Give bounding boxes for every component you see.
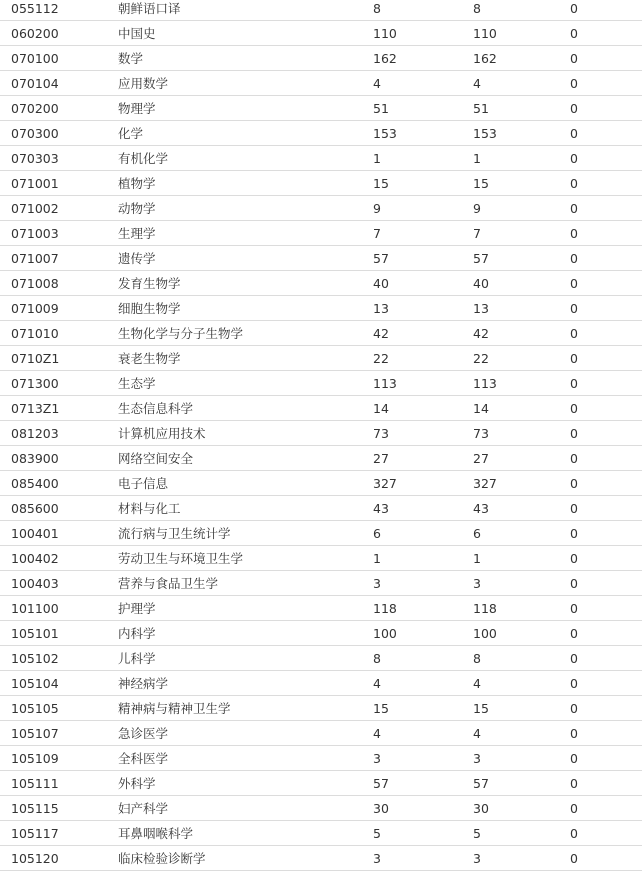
table-row xyxy=(0,71,642,96)
remaining-count-cell: 0 xyxy=(570,371,642,396)
major-code-cell: 105102 xyxy=(0,646,118,671)
admitted-count-cell: 153 xyxy=(473,121,570,146)
major-name-cell: 劳动卫生与环境卫生学 xyxy=(118,546,373,571)
remaining-count-cell: 0 xyxy=(570,271,642,296)
plan-count-cell: 14 xyxy=(373,396,473,421)
admitted-count-cell: 43 xyxy=(473,496,570,521)
plan-count-cell: 327 xyxy=(373,471,473,496)
major-code-cell: 0710Z1 xyxy=(0,346,118,371)
major-name-cell: 流行病与卫生统计学 xyxy=(118,521,373,546)
major-name-cell: 生理学 xyxy=(118,221,373,246)
remaining-count-cell: 0 xyxy=(570,0,642,21)
major-code-cell: 105117 xyxy=(0,821,118,846)
plan-count-cell: 22 xyxy=(373,346,473,371)
major-code-cell: 105120 xyxy=(0,846,118,871)
major-code-cell: 071009 xyxy=(0,296,118,321)
plan-count-cell: 15 xyxy=(373,171,473,196)
major-name-cell: 植物学 xyxy=(118,171,373,196)
major-code-cell: 071008 xyxy=(0,271,118,296)
major-code-cell: 070200 xyxy=(0,96,118,121)
major-name-cell: 物理学 xyxy=(118,96,373,121)
remaining-count-cell: 0 xyxy=(570,196,642,221)
plan-count-cell: 57 xyxy=(373,771,473,796)
table-row xyxy=(0,821,642,846)
remaining-count-cell: 0 xyxy=(570,596,642,621)
remaining-count-cell: 0 xyxy=(570,321,642,346)
plan-count-cell: 43 xyxy=(373,496,473,521)
admitted-count-cell: 3 xyxy=(473,571,570,596)
major-code-cell: 105109 xyxy=(0,746,118,771)
major-name-cell: 遗传学 xyxy=(118,246,373,271)
remaining-count-cell: 0 xyxy=(570,46,642,71)
admitted-count-cell: 3 xyxy=(473,846,570,871)
admitted-count-cell: 4 xyxy=(473,71,570,96)
table-row xyxy=(0,621,642,646)
major-code-cell: 105107 xyxy=(0,721,118,746)
table-row xyxy=(0,146,642,171)
major-code-cell: 071007 xyxy=(0,246,118,271)
major-code-cell: 070303 xyxy=(0,146,118,171)
admitted-count-cell: 27 xyxy=(473,446,570,471)
major-name-cell: 动物学 xyxy=(118,196,373,221)
major-code-cell: 105104 xyxy=(0,671,118,696)
remaining-count-cell: 0 xyxy=(570,471,642,496)
major-code-cell: 105101 xyxy=(0,621,118,646)
plan-count-cell: 1 xyxy=(373,146,473,171)
admitted-count-cell: 73 xyxy=(473,421,570,446)
table-row xyxy=(0,771,642,796)
admitted-count-cell: 6 xyxy=(473,521,570,546)
remaining-count-cell: 0 xyxy=(570,421,642,446)
major-code-cell: 071010 xyxy=(0,321,118,346)
remaining-count-cell: 0 xyxy=(570,446,642,471)
major-name-cell: 儿科学 xyxy=(118,646,373,671)
table-row xyxy=(0,21,642,46)
table-row xyxy=(0,846,642,871)
admitted-count-cell: 8 xyxy=(473,0,570,21)
major-code-cell: 070104 xyxy=(0,71,118,96)
remaining-count-cell: 0 xyxy=(570,96,642,121)
table-row xyxy=(0,246,642,271)
plan-count-cell: 40 xyxy=(373,271,473,296)
plan-count-cell: 3 xyxy=(373,846,473,871)
plan-count-cell: 1 xyxy=(373,546,473,571)
plan-count-cell: 7 xyxy=(373,221,473,246)
major-name-cell: 化学 xyxy=(118,121,373,146)
major-name-cell: 临床检验诊断学 xyxy=(118,846,373,871)
admitted-count-cell: 51 xyxy=(473,96,570,121)
major-code-cell: 100402 xyxy=(0,546,118,571)
admitted-count-cell: 113 xyxy=(473,371,570,396)
table-row xyxy=(0,446,642,471)
plan-count-cell: 6 xyxy=(373,521,473,546)
table-row xyxy=(0,721,642,746)
major-name-cell: 急诊医学 xyxy=(118,721,373,746)
major-code-cell: 060200 xyxy=(0,21,118,46)
major-name-cell: 朝鲜语口译 xyxy=(118,0,373,21)
table-row xyxy=(0,171,642,196)
remaining-count-cell: 0 xyxy=(570,396,642,421)
remaining-count-cell: 0 xyxy=(570,546,642,571)
major-name-cell: 生态信息科学 xyxy=(118,396,373,421)
admitted-count-cell: 30 xyxy=(473,796,570,821)
major-code-cell: 055112 xyxy=(0,0,118,21)
plan-count-cell: 153 xyxy=(373,121,473,146)
plan-count-cell: 42 xyxy=(373,321,473,346)
plan-count-cell: 5 xyxy=(373,821,473,846)
major-name-cell: 应用数学 xyxy=(118,71,373,96)
remaining-count-cell: 0 xyxy=(570,21,642,46)
table-row xyxy=(0,396,642,421)
table-row xyxy=(0,496,642,521)
remaining-count-cell: 0 xyxy=(570,746,642,771)
admitted-count-cell: 118 xyxy=(473,596,570,621)
remaining-count-cell: 0 xyxy=(570,296,642,321)
major-name-cell: 电子信息 xyxy=(118,471,373,496)
remaining-count-cell: 0 xyxy=(570,571,642,596)
major-name-cell: 网络空间安全 xyxy=(118,446,373,471)
remaining-count-cell: 0 xyxy=(570,71,642,96)
table-row xyxy=(0,421,642,446)
major-name-cell: 发育生物学 xyxy=(118,271,373,296)
major-name-cell: 耳鼻咽喉科学 xyxy=(118,821,373,846)
remaining-count-cell: 0 xyxy=(570,796,642,821)
table-row xyxy=(0,371,642,396)
admitted-count-cell: 57 xyxy=(473,771,570,796)
table-row xyxy=(0,0,642,21)
major-name-cell: 材料与化工 xyxy=(118,496,373,521)
plan-count-cell: 3 xyxy=(373,746,473,771)
major-code-cell: 105115 xyxy=(0,796,118,821)
major-code-cell: 071300 xyxy=(0,371,118,396)
remaining-count-cell: 0 xyxy=(570,671,642,696)
major-code-cell: 100401 xyxy=(0,521,118,546)
remaining-count-cell: 0 xyxy=(570,621,642,646)
major-name-cell: 中国史 xyxy=(118,21,373,46)
plan-count-cell: 4 xyxy=(373,71,473,96)
table-row xyxy=(0,471,642,496)
admitted-count-cell: 13 xyxy=(473,296,570,321)
admitted-count-cell: 7 xyxy=(473,221,570,246)
remaining-count-cell: 0 xyxy=(570,171,642,196)
major-code-cell: 070100 xyxy=(0,46,118,71)
major-code-cell: 071002 xyxy=(0,196,118,221)
major-code-cell: 105111 xyxy=(0,771,118,796)
table-row xyxy=(0,596,642,621)
major-code-cell: 083900 xyxy=(0,446,118,471)
plan-count-cell: 118 xyxy=(373,596,473,621)
table-row xyxy=(0,671,642,696)
major-name-cell: 衰老生物学 xyxy=(118,346,373,371)
major-code-cell: 071003 xyxy=(0,221,118,246)
remaining-count-cell: 0 xyxy=(570,346,642,371)
major-name-cell: 神经病学 xyxy=(118,671,373,696)
remaining-count-cell: 0 xyxy=(570,771,642,796)
major-code-cell: 071001 xyxy=(0,171,118,196)
plan-count-cell: 162 xyxy=(373,46,473,71)
plan-count-cell: 57 xyxy=(373,246,473,271)
remaining-count-cell: 0 xyxy=(570,696,642,721)
remaining-count-cell: 0 xyxy=(570,846,642,871)
plan-count-cell: 3 xyxy=(373,571,473,596)
plan-count-cell: 15 xyxy=(373,696,473,721)
major-code-cell: 100403 xyxy=(0,571,118,596)
table-row xyxy=(0,46,642,71)
admitted-count-cell: 5 xyxy=(473,821,570,846)
major-name-cell: 外科学 xyxy=(118,771,373,796)
table-row xyxy=(0,696,642,721)
table-row xyxy=(0,646,642,671)
plan-count-cell: 13 xyxy=(373,296,473,321)
admitted-count-cell: 327 xyxy=(473,471,570,496)
major-name-cell: 数学 xyxy=(118,46,373,71)
admitted-count-cell: 22 xyxy=(473,346,570,371)
admitted-count-cell: 110 xyxy=(473,21,570,46)
admitted-count-cell: 40 xyxy=(473,271,570,296)
table-row xyxy=(0,296,642,321)
major-code-cell: 081203 xyxy=(0,421,118,446)
admitted-count-cell: 100 xyxy=(473,621,570,646)
major-name-cell: 护理学 xyxy=(118,596,373,621)
major-name-cell: 生态学 xyxy=(118,371,373,396)
major-name-cell: 妇产科学 xyxy=(118,796,373,821)
plan-count-cell: 8 xyxy=(373,646,473,671)
major-name-cell: 生物化学与分子生物学 xyxy=(118,321,373,346)
table-row xyxy=(0,746,642,771)
plan-count-cell: 73 xyxy=(373,421,473,446)
remaining-count-cell: 0 xyxy=(570,821,642,846)
table-row xyxy=(0,546,642,571)
admitted-count-cell: 8 xyxy=(473,646,570,671)
major-code-cell: 105105 xyxy=(0,696,118,721)
plan-count-cell: 100 xyxy=(373,621,473,646)
table-row xyxy=(0,321,642,346)
table-row xyxy=(0,271,642,296)
remaining-count-cell: 0 xyxy=(570,121,642,146)
major-code-cell: 070300 xyxy=(0,121,118,146)
admitted-count-cell: 162 xyxy=(473,46,570,71)
admitted-count-cell: 1 xyxy=(473,146,570,171)
major-code-cell: 0713Z1 xyxy=(0,396,118,421)
remaining-count-cell: 0 xyxy=(570,246,642,271)
admitted-count-cell: 1 xyxy=(473,546,570,571)
table-row xyxy=(0,346,642,371)
major-code-cell: 085400 xyxy=(0,471,118,496)
major-name-cell: 精神病与精神卫生学 xyxy=(118,696,373,721)
major-name-cell: 计算机应用技术 xyxy=(118,421,373,446)
remaining-count-cell: 0 xyxy=(570,146,642,171)
remaining-count-cell: 0 xyxy=(570,496,642,521)
admitted-count-cell: 9 xyxy=(473,196,570,221)
major-name-cell: 内科学 xyxy=(118,621,373,646)
remaining-count-cell: 0 xyxy=(570,721,642,746)
plan-count-cell: 110 xyxy=(373,21,473,46)
major-name-cell: 细胞生物学 xyxy=(118,296,373,321)
plan-count-cell: 4 xyxy=(373,721,473,746)
admitted-count-cell: 14 xyxy=(473,396,570,421)
admitted-count-cell: 3 xyxy=(473,746,570,771)
remaining-count-cell: 0 xyxy=(570,646,642,671)
major-code-cell: 085600 xyxy=(0,496,118,521)
plan-count-cell: 27 xyxy=(373,446,473,471)
plan-count-cell: 8 xyxy=(373,0,473,21)
table-row xyxy=(0,96,642,121)
table-row xyxy=(0,571,642,596)
plan-count-cell: 30 xyxy=(373,796,473,821)
admitted-count-cell: 4 xyxy=(473,721,570,746)
admitted-count-cell: 15 xyxy=(473,171,570,196)
major-name-cell: 营养与食品卫生学 xyxy=(118,571,373,596)
table-row xyxy=(0,221,642,246)
major-name-cell: 全科医学 xyxy=(118,746,373,771)
major-name-cell: 有机化学 xyxy=(118,146,373,171)
major-code-cell: 101100 xyxy=(0,596,118,621)
admitted-count-cell: 4 xyxy=(473,671,570,696)
table-row xyxy=(0,121,642,146)
plan-count-cell: 51 xyxy=(373,96,473,121)
admitted-count-cell: 42 xyxy=(473,321,570,346)
table-row xyxy=(0,196,642,221)
table-row xyxy=(0,521,642,546)
table-row xyxy=(0,796,642,821)
remaining-count-cell: 0 xyxy=(570,521,642,546)
remaining-count-cell: 0 xyxy=(570,221,642,246)
admitted-count-cell: 15 xyxy=(473,696,570,721)
admitted-count-cell: 57 xyxy=(473,246,570,271)
plan-count-cell: 9 xyxy=(373,196,473,221)
plan-count-cell: 4 xyxy=(373,671,473,696)
plan-count-cell: 113 xyxy=(373,371,473,396)
